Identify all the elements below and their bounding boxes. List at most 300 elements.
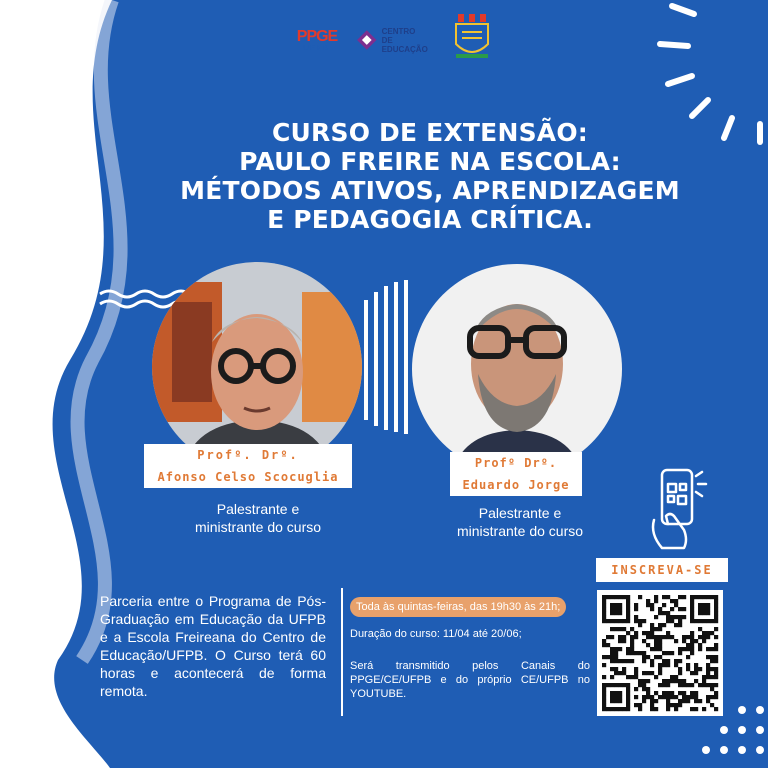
qr-module — [706, 607, 710, 611]
qr-module — [602, 595, 606, 599]
qr-module — [694, 691, 698, 695]
qr-module — [674, 663, 678, 667]
qr-module — [690, 603, 694, 607]
title-line-3: MÉTODOS ATIVOS, APRENDIZAGEM — [180, 176, 680, 205]
qr-module — [658, 671, 662, 675]
qr-module — [662, 651, 666, 655]
qr-module — [626, 615, 630, 619]
qr-module — [710, 595, 714, 599]
qr-module — [694, 671, 698, 675]
qr-module — [642, 695, 646, 699]
qr-module — [642, 631, 646, 635]
qr-module — [626, 607, 630, 611]
qr-module — [630, 675, 634, 679]
qr-module — [714, 627, 718, 631]
qr-module — [650, 603, 654, 607]
qr-module — [630, 627, 634, 631]
qr-module — [618, 611, 622, 615]
course-duration: Duração do curso: 11/04 até 20/06; — [350, 628, 522, 640]
qr-module — [646, 691, 650, 695]
qr-module — [606, 655, 610, 659]
qr-module — [634, 667, 638, 671]
broadcast-info: Será transmitido pelos Canais do PPGE/CE/UFPB e do próprio CE/UFPB no YOUTUBE. — [350, 660, 590, 700]
qr-module — [698, 595, 702, 599]
qr-module — [626, 659, 630, 663]
qr-module — [610, 607, 614, 611]
qr-module — [630, 651, 634, 655]
qr-module — [682, 595, 686, 599]
qr-module — [638, 679, 642, 683]
qr-module — [634, 675, 638, 679]
qr-module — [658, 667, 662, 671]
qr-module — [650, 647, 654, 651]
qr-module — [690, 619, 694, 623]
qr-module — [686, 699, 690, 703]
qr-module — [654, 655, 658, 659]
qr-module — [686, 695, 690, 699]
qr-module — [710, 695, 714, 699]
qr-module — [686, 667, 690, 671]
qr-module — [650, 635, 654, 639]
qr-module — [646, 687, 650, 691]
centro-educacao-logo — [356, 18, 440, 62]
qr-module — [638, 651, 642, 655]
qr-module — [622, 627, 626, 631]
qr-module — [682, 639, 686, 643]
schedule-pill: Toda às quintas-feiras, das 19h30 às 21h; — [350, 597, 566, 617]
qr-module — [650, 695, 654, 699]
qr-module — [650, 607, 654, 611]
qr-module — [670, 599, 674, 603]
qr-module — [642, 671, 646, 675]
qr-module — [622, 635, 626, 639]
qr-module — [710, 631, 714, 635]
qr-module — [666, 619, 670, 623]
qr-module — [654, 643, 658, 647]
qr-module — [642, 699, 646, 703]
qr-module — [626, 699, 630, 703]
qr-module — [666, 611, 670, 615]
qr-module — [698, 683, 702, 687]
qr-module — [690, 615, 694, 619]
qr-module — [622, 639, 626, 643]
qr-module — [626, 687, 630, 691]
qr-module — [650, 699, 654, 703]
qr-module — [634, 635, 638, 639]
qr-module — [682, 635, 686, 639]
qr-module — [650, 631, 654, 635]
qr-module — [610, 603, 614, 607]
speaker-2-role — [432, 504, 608, 540]
qr-module — [630, 635, 634, 639]
ufpb-crest-logo — [452, 14, 492, 62]
qr-module — [694, 695, 698, 699]
qr-module — [614, 671, 618, 675]
schedule-info — [350, 597, 590, 701]
qr-module — [706, 663, 710, 667]
qr-module — [614, 691, 618, 695]
qr-module — [702, 619, 706, 623]
qr-module — [674, 639, 678, 643]
qr-module — [650, 663, 654, 667]
qr-module — [702, 635, 706, 639]
qr-module — [622, 667, 626, 671]
qr-module — [694, 663, 698, 667]
qr-module — [614, 611, 618, 615]
qr-module — [646, 603, 650, 607]
qr-module — [674, 707, 678, 711]
qr-module — [618, 603, 622, 607]
partnership-text: Parceria entre o Programa de Pós-Graduação em Educação da UFPB e a Escola Freireana do Centro de Educação/UFPB. O Curso terá 60 horas e acontecerá de forma remota. — [100, 593, 326, 699]
qr-module — [682, 699, 686, 703]
qr-module — [610, 635, 614, 639]
qr-module — [698, 627, 702, 631]
qr-module — [602, 639, 606, 643]
qr-module — [618, 647, 622, 651]
qr-module — [614, 695, 618, 699]
qr-module — [654, 675, 658, 679]
qr-module — [634, 695, 638, 699]
qr-module — [618, 607, 622, 611]
qr-module — [678, 679, 682, 683]
qr-module — [706, 631, 710, 635]
qr-module — [686, 655, 690, 659]
qr-module — [682, 683, 686, 687]
speaker-1-photo — [152, 262, 362, 472]
qr-module — [610, 707, 614, 711]
stripes-decoration — [366, 280, 406, 434]
qr-module — [666, 699, 670, 703]
qr-module — [702, 603, 706, 607]
qr-module — [638, 623, 642, 627]
qr-module — [706, 699, 710, 703]
qr-module — [670, 607, 674, 611]
qr-module — [610, 595, 614, 599]
qr-module — [614, 647, 618, 651]
qr-module — [714, 607, 718, 611]
qr-module — [674, 695, 678, 699]
qr-module — [682, 691, 686, 695]
qr-module — [650, 627, 654, 631]
qr-module — [666, 679, 670, 683]
ppge-logo-subtext: UFPB — [303, 44, 331, 52]
title-line-4: E PEDAGOGIA CRÍTICA. — [267, 205, 593, 234]
qr-module — [682, 695, 686, 699]
qr-module — [602, 683, 606, 687]
qr-module — [642, 619, 646, 623]
qr-module — [654, 639, 658, 643]
qr-module — [690, 691, 694, 695]
qr-module — [610, 659, 614, 663]
qr-module — [682, 679, 686, 683]
qr-module — [714, 615, 718, 619]
qr-module — [634, 607, 638, 611]
qr-module — [666, 595, 670, 599]
qr-module — [638, 595, 642, 599]
qr-module — [694, 679, 698, 683]
qr-module — [658, 623, 662, 627]
qr-module — [666, 703, 670, 707]
title-line-1: CURSO DE EXTENSÃO: — [271, 118, 588, 147]
qr-module — [622, 659, 626, 663]
qr-module — [678, 691, 682, 695]
speaker-2-title: Profº Drº. — [474, 456, 558, 470]
qr-module — [658, 643, 662, 647]
qr-module — [670, 651, 674, 655]
qr-module — [610, 647, 614, 651]
qr-module — [622, 707, 626, 711]
qr-module — [662, 659, 666, 663]
qr-module — [674, 659, 678, 663]
qr-module — [602, 703, 606, 707]
qr-module — [638, 707, 642, 711]
qr-module — [698, 699, 702, 703]
qr-module — [690, 707, 694, 711]
qr-module — [658, 695, 662, 699]
qr-module — [602, 611, 606, 615]
qr-module — [666, 663, 670, 667]
qr-module — [706, 667, 710, 671]
qr-module — [642, 651, 646, 655]
qr-module — [618, 639, 622, 643]
qr-module — [610, 683, 614, 687]
qr-module — [654, 635, 658, 639]
qr-module — [614, 707, 618, 711]
qr-module — [610, 675, 614, 679]
qr-module — [706, 635, 710, 639]
qr-module — [690, 635, 694, 639]
qr-module — [602, 691, 606, 695]
qr-module — [642, 687, 646, 691]
qr-module — [682, 615, 686, 619]
speaker-1-role-line-1: Palestrante e — [216, 501, 300, 517]
qr-module — [626, 695, 630, 699]
qr-module — [602, 695, 606, 699]
qr-module — [714, 595, 718, 599]
qr-module — [706, 603, 710, 607]
qr-module — [706, 611, 710, 615]
qr-module — [714, 667, 718, 671]
qr-module — [714, 647, 718, 651]
qr-module — [654, 699, 658, 703]
qr-module — [702, 607, 706, 611]
qr-module — [610, 611, 614, 615]
qr-module — [618, 699, 622, 703]
ppge-logo-text: PPGE — [296, 27, 338, 45]
qr-module — [618, 691, 622, 695]
qr-module — [614, 659, 618, 663]
qr-module — [610, 691, 614, 695]
qr-module — [674, 599, 678, 603]
qr-module — [630, 643, 634, 647]
qr-module — [626, 691, 630, 695]
qr-module — [610, 667, 614, 671]
qr-module — [618, 671, 622, 675]
qr-module — [626, 595, 630, 599]
qr-module — [662, 691, 666, 695]
qr-module — [670, 679, 674, 683]
qr-module — [662, 603, 666, 607]
qr-module — [710, 675, 714, 679]
qr-module — [606, 643, 610, 647]
qr-module — [698, 611, 702, 615]
qr-module — [694, 707, 698, 711]
qr-module — [666, 635, 670, 639]
qr-module — [670, 635, 674, 639]
qr-module — [690, 647, 694, 651]
qr-module — [614, 655, 618, 659]
qr-module — [642, 683, 646, 687]
speaker-1-name-box — [144, 444, 352, 488]
qr-module — [602, 699, 606, 703]
qr-module — [682, 607, 686, 611]
qr-module — [714, 675, 718, 679]
qr-module — [694, 639, 698, 643]
qr-module — [706, 683, 710, 687]
qr-module — [706, 595, 710, 599]
qr-module — [714, 707, 718, 711]
qr-module — [706, 655, 710, 659]
qr-module — [702, 631, 706, 635]
qr-module — [670, 703, 674, 707]
qr-module — [646, 679, 650, 683]
qr-module — [670, 691, 674, 695]
qr-module — [654, 599, 658, 603]
qr-module — [618, 619, 622, 623]
qr-module — [710, 619, 714, 623]
qr-module — [654, 647, 658, 651]
speaker-2-role-line-1: Palestrante e — [478, 505, 562, 521]
qr-module — [642, 655, 646, 659]
qr-module — [686, 683, 690, 687]
qr-module — [614, 651, 618, 655]
qr-module — [690, 695, 694, 699]
title-line-2: PAULO FREIRE NA ESCOLA: — [239, 147, 621, 176]
qr-module — [666, 707, 670, 711]
qr-module — [658, 627, 662, 631]
qr-module — [706, 619, 710, 623]
qr-module — [670, 619, 674, 623]
qr-module — [614, 607, 618, 611]
qr-module — [634, 615, 638, 619]
qr-module — [662, 695, 666, 699]
qr-module — [714, 635, 718, 639]
ppge-logo — [296, 18, 338, 62]
qr-module — [710, 703, 714, 707]
qr-module — [702, 707, 706, 711]
qr-module — [678, 667, 682, 671]
qr-module — [610, 627, 614, 631]
qr-module — [638, 619, 642, 623]
qr-module — [714, 599, 718, 603]
qr-module — [694, 699, 698, 703]
qr-module — [654, 707, 658, 711]
qr-module — [646, 643, 650, 647]
qr-module — [662, 679, 666, 683]
qr-module — [686, 647, 690, 651]
qr-module — [690, 671, 694, 675]
registration-qr-code[interactable] — [597, 590, 723, 716]
qr-module — [606, 619, 610, 623]
qr-module — [658, 635, 662, 639]
qr-module — [646, 599, 650, 603]
qr-module — [710, 647, 714, 651]
qr-module — [666, 651, 670, 655]
course-title — [150, 118, 710, 234]
qr-module — [602, 619, 606, 623]
qr-module — [606, 595, 610, 599]
qr-module — [678, 615, 682, 619]
qr-module — [618, 595, 622, 599]
qr-module — [702, 675, 706, 679]
qr-module — [634, 631, 638, 635]
qr-module — [614, 595, 618, 599]
qr-module — [678, 607, 682, 611]
qr-module — [678, 647, 682, 651]
qr-module — [714, 659, 718, 663]
ce-diamond-icon — [356, 29, 378, 51]
qr-module — [678, 699, 682, 703]
speaker-1-role-line-2: ministrante do curso — [194, 519, 322, 535]
qr-module — [678, 683, 682, 687]
qr-module — [654, 595, 658, 599]
qr-module — [674, 615, 678, 619]
qr-module — [702, 683, 706, 687]
qr-module — [714, 655, 718, 659]
qr-module — [658, 663, 662, 667]
qr-module — [630, 659, 634, 663]
qr-module — [642, 639, 646, 643]
qr-module — [674, 603, 678, 607]
qr-module — [634, 651, 638, 655]
qr-module — [654, 627, 658, 631]
qr-module — [638, 683, 642, 687]
qr-module — [646, 671, 650, 675]
qr-module — [610, 655, 614, 659]
qr-module — [646, 631, 650, 635]
phone-qr-scan-icon — [644, 464, 724, 554]
qr-module — [698, 619, 702, 623]
qr-module — [666, 631, 670, 635]
qr-module — [626, 651, 630, 655]
qr-module — [626, 631, 630, 635]
qr-module — [610, 619, 614, 623]
qr-module — [618, 627, 622, 631]
qr-module — [690, 639, 694, 643]
qr-module — [658, 655, 662, 659]
qr-module — [634, 671, 638, 675]
speaker-2-name-box — [450, 452, 582, 496]
qr-module — [602, 687, 606, 691]
qr-module — [618, 707, 622, 711]
qr-module — [714, 683, 718, 687]
qr-module — [654, 691, 658, 695]
qr-module — [690, 683, 694, 687]
qr-module — [618, 695, 622, 699]
qr-module — [606, 707, 610, 711]
qr-module — [698, 647, 702, 651]
qr-module — [602, 675, 606, 679]
qr-module — [634, 703, 638, 707]
qr-module — [706, 695, 710, 699]
speaker-2-role-line-2: ministrante do curso — [456, 523, 584, 539]
qr-module — [606, 635, 610, 639]
qr-module — [710, 655, 714, 659]
qr-module — [626, 647, 630, 651]
qr-module — [614, 603, 618, 607]
qr-module — [650, 659, 654, 663]
qr-module — [654, 615, 658, 619]
